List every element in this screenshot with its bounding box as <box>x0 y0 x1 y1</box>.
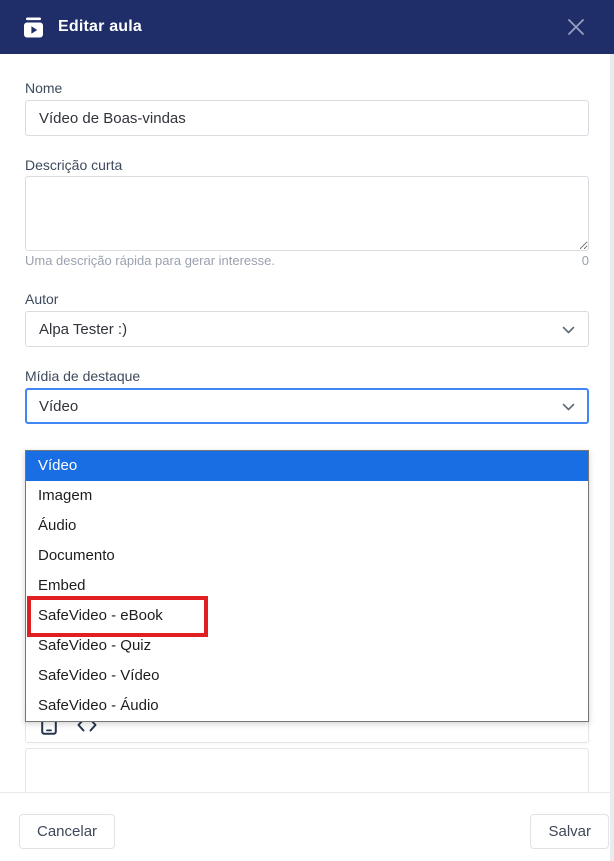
dropdown-option-safevideo-v-deo[interactable]: SafeVideo - Vídeo <box>38 667 160 684</box>
dropdown-option-udio[interactable]: Áudio <box>38 517 77 534</box>
autor-select-value: Alpa Tester :) <box>39 320 128 338</box>
midia-label: Mídia de destaque <box>25 368 141 384</box>
dropdown-option-embed[interactable]: Embed <box>38 577 86 594</box>
nome-label: Nome <box>25 80 63 96</box>
descricao-helper-row <box>25 253 589 269</box>
midia-dropdown <box>25 450 589 722</box>
modal-title: Editar aula <box>58 18 143 35</box>
dropdown-option-safevideo-udio[interactable]: SafeVideo - Áudio <box>38 697 159 714</box>
chevron-down-icon <box>562 398 575 415</box>
descricao-helper-text: Uma descrição rápida para gerar interesse. <box>25 253 276 268</box>
dropdown-option-v-deo[interactable]: Vídeo <box>26 451 588 481</box>
save-button[interactable]: Salvar <box>530 814 609 849</box>
midia-select[interactable] <box>25 388 589 424</box>
dropdown-option-imagem[interactable]: Imagem <box>38 487 93 504</box>
chevron-down-icon <box>562 321 575 338</box>
dropdown-option-documento[interactable]: Documento <box>38 547 115 564</box>
cancel-button[interactable]: Cancelar <box>19 814 115 849</box>
char-counter: 0 <box>581 253 589 268</box>
dropdown-option-safevideo-ebook[interactable]: SafeVideo - eBook <box>26 601 588 631</box>
page-edge-strip <box>610 54 614 861</box>
close-icon[interactable] <box>565 16 587 38</box>
dropdown-option-safevideo-quiz[interactable]: SafeVideo - Quiz <box>38 637 152 654</box>
modal-body <box>0 80 614 808</box>
descricao-label: Descrição curta <box>25 157 123 173</box>
modal-footer <box>0 792 614 861</box>
nome-input[interactable] <box>25 100 589 136</box>
nome-input-value: Vídeo de Boas-vindas <box>39 109 186 127</box>
autor-select[interactable] <box>25 311 589 347</box>
modal-header <box>0 0 614 54</box>
video-library-icon <box>22 16 45 39</box>
autor-label: Autor <box>25 291 59 307</box>
midia-select-value: Vídeo <box>39 397 79 415</box>
descricao-textarea[interactable] <box>25 176 589 251</box>
